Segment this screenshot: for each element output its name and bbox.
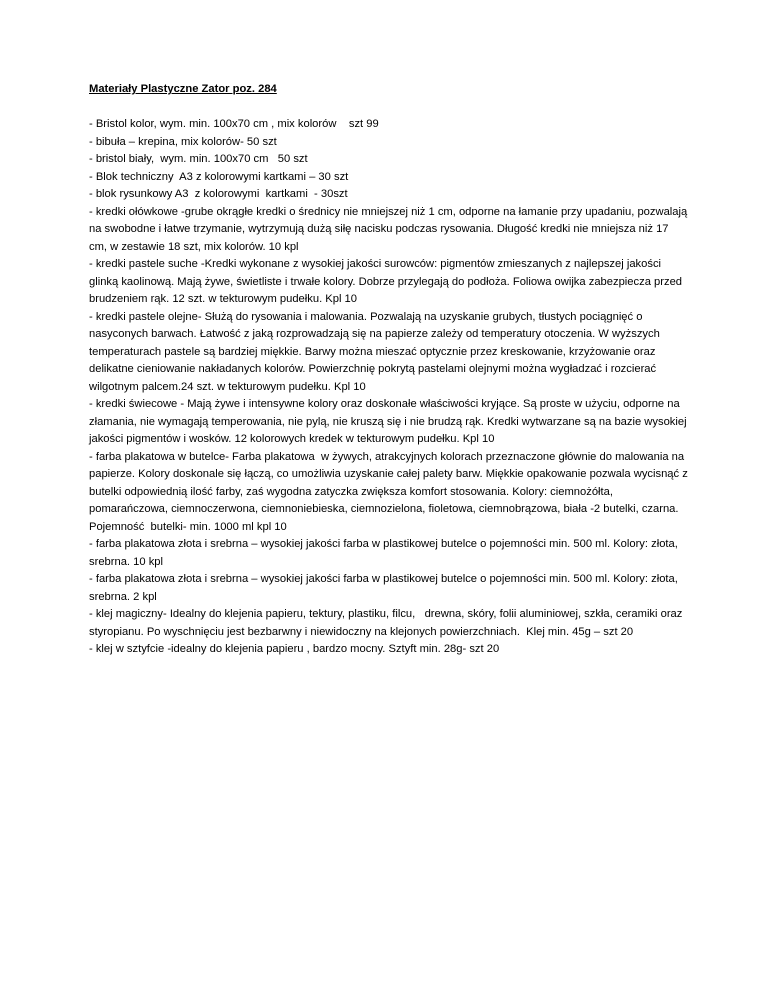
list-item: - bibuła – krepina, mix kolorów- 50 szt: [89, 135, 277, 148]
list-item: - kredki świecowe - Mają żywe i intensywne kolory oraz doskonałe właściwości kryjące. Są proste w użyciu, odporne na złamania, nie wymagają temperowania, nie pylą, nie kruszą się i nie brudzą rąk. Kredki wytwarzane są na bazie wysokiej jakości pigmentów i wosków. 12 kolorowych kredek w tekturowym pudełku. Kpl 10: [89, 398, 690, 445]
document-body: [89, 81, 689, 659]
list-item: - klej magiczny- Idealny do klejenia papieru, tektury, plastiku, filcu, drewna, skóry, folii aluminiowej, szkła, ceramiki oraz styropianu. Po wyschnięciu jest bezbarwny i niewidoczny na klejonych powierzchniach. Klej min. 45g – szt 20: [89, 608, 686, 638]
list-item: - farba plakatowa złota i srebrna – wysokiej jakości farba w plastikowej butelce o pojemności min. 500 ml. Kolory: złota, srebrna. 2 kpl: [89, 573, 681, 603]
list-item: - kredki pastele suche -Kredki wykonane z wysokiej jakości surowców: pigmentów zmieszanych z najlepszej jakości glinką kaolinową. Mają żywe, świetliste i trwałe kolory. Dobrze przylegają do podłoża. Foliowa owijka zabezpiecza przed brudzeniem rąk. 12 szt. w tekturowym pudełku. Kpl 10: [89, 258, 686, 305]
list-item: - Bristol kolor, wym. min. 100x70 cm , mix kolorów szt 99: [89, 118, 379, 130]
list-item: - farba plakatowa w butelce- Farba plakatowa w żywych, atrakcyjnych kolorach przeznaczone głównie do malowania na papierze. Kolory doskonale się łączą, co umożliwia uzyskanie całej palety barw. Miękkie opakowanie pozwala wycisnąć z butelki odpowiednią ilość farby, zaś wygodna zatyczka zwiększa komfort stosowania. Kolory: ciemnożółta, pomarańczowa, ciemnoczerwona, ciemnoniebieska, ciemnozielona, fioletowa, ciemnobrązowa, biała -2 butelki, czarna. Pojemność butelki- min. 1000 ml kpl 10: [89, 450, 691, 533]
list-item: - kredki pastele olejne- Służą do rysowania i malowania. Pozwalają na uzyskanie grubych, tłustych pociągnięć o nasyconych barwach. Łatwość z jaką rozprowadzają się na papierze zależy od temperatury otoczenia. W wyższych temperaturach pastele są bardziej miękkie. Barwy można mieszać optycznie przez kreskowanie, krzyżowanie oraz delikatne cieniowanie nakładanych kolorów. Powierzchnię pokrytą pastelami olejnymi można wygładzać i rozcierać wilgotnym palcem.24 szt. w tekturowym pudełku. Kpl 10: [89, 310, 663, 393]
list-item: - klej w sztyfcie -idealny do klejenia papieru , bardzo mocny. Sztyft min. 28g- szt 20: [89, 643, 500, 655]
item-list: [89, 116, 689, 659]
list-item: - farba plakatowa złota i srebrna – wysokiej jakości farba w plastikowej butelce o pojemności min. 500 ml. Kolory: złota, srebrna. 10 kpl: [89, 538, 681, 568]
list-item: - blok rysunkowy A3 z kolorowymi kartkami - 30szt: [89, 188, 348, 200]
list-item: - kredki ołówkowe -grube okrągłe kredki o średnicy nie mniejszej niż 1 cm, odporne na łamanie przy upadaniu, pozwalają na swobodne i łatwe trzymanie, wytrzymują dużą siłę nacisku podczas rysowania. Długość kredki nie mniejsza niż 17 cm, w zestawie 18 szt, mix kolorów. 10 kpl: [89, 205, 691, 253]
document-title: Materiały Plastyczne Zator poz. 284: [89, 83, 277, 95]
list-item: - bristol biały, wym. min. 100x70 cm 50 szt: [89, 153, 308, 165]
list-item: - Blok techniczny A3 z kolorowymi kartkami – 30 szt: [89, 170, 349, 183]
